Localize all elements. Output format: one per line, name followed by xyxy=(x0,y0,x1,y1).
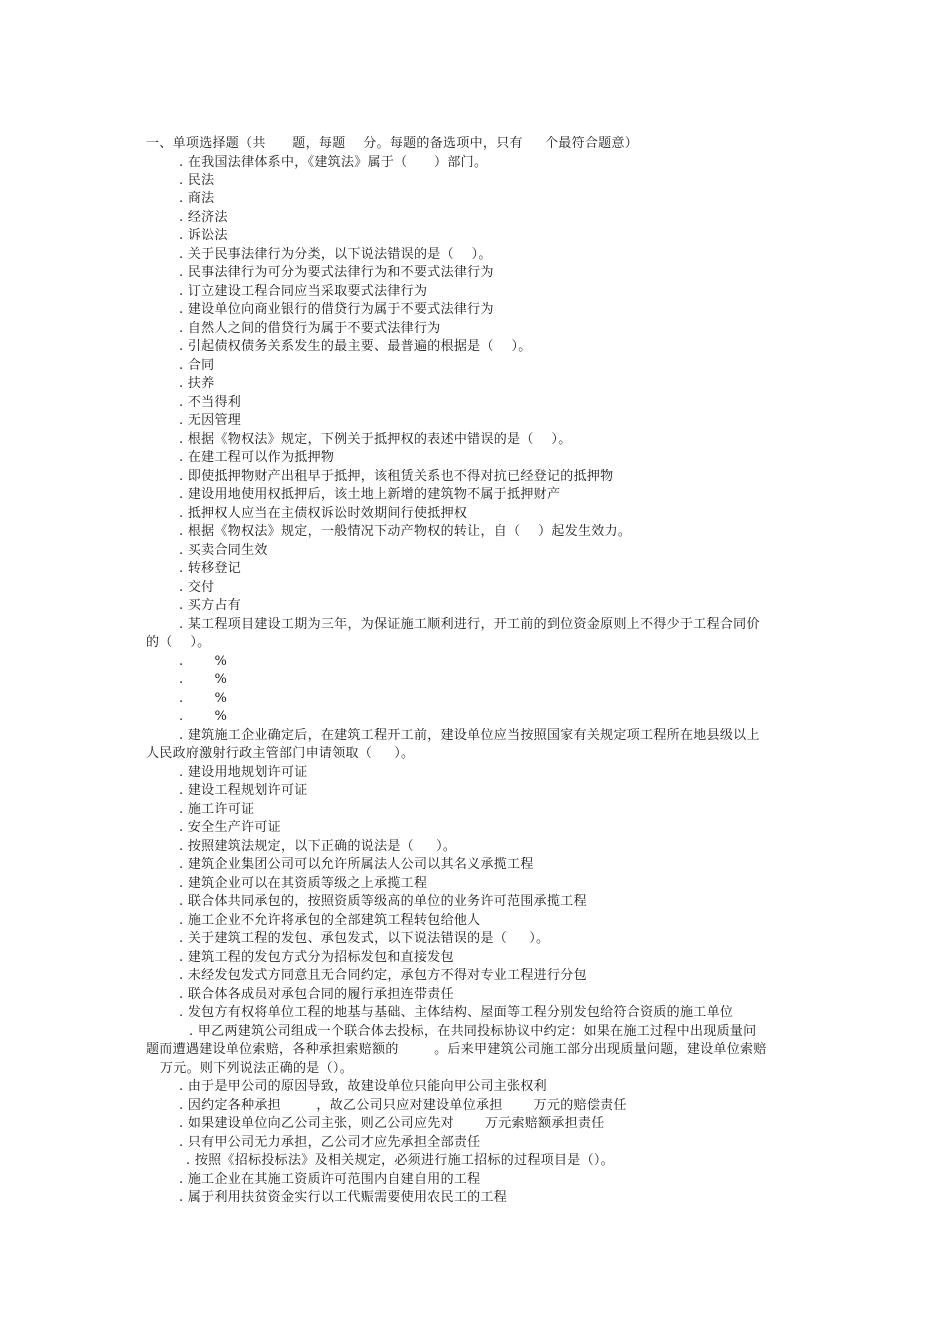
option-line: . 交付 xyxy=(179,580,215,595)
question-3: . 引起债权债务关系发生的最主要、最普遍的根据是（ ）。 xyxy=(179,339,532,354)
option-line: . 由于是甲公司的原因导致，故建设单位只能向甲公司主张权利 xyxy=(179,1079,547,1094)
option-line: . 商法 xyxy=(179,191,215,206)
section-heading: 一、单项选择题（共 题，每题 分。每题的备选项中，只有 个最符合题意） xyxy=(146,136,639,151)
question-5: . 根据《物权法》规定，一般情况下动产物权的转让，自（ ）起发生效力。 xyxy=(179,524,632,539)
option-line: . 诉讼法 xyxy=(179,228,228,243)
option-line: . % xyxy=(179,709,228,724)
option-line: . 发包方有权将单位工程的地基与基础、主体结构、屋面等工程分别发包给符合资质的施工单位 xyxy=(179,1005,734,1020)
option-line: . 联合体各成员对承包合同的履行承担连带责任 xyxy=(179,987,454,1002)
option-line: . % xyxy=(179,691,228,706)
option-line: . 建筑企业集团公司可以允许所属法人公司以其名义承揽工程 xyxy=(179,857,534,872)
question-1: . 在我国法律体系中，《建筑法》属于（ ）部门。 xyxy=(179,155,488,170)
option-line: . 施工许可证 xyxy=(179,802,255,817)
option-line: . % xyxy=(179,654,228,669)
option-line: . 施工企业不允许将承包的全部建筑工程转包给他人 xyxy=(179,913,481,928)
option-line: . 安全生产许可证 xyxy=(179,820,281,835)
option-line: . 施工企业在其施工资质许可范围内自建自用的工程 xyxy=(179,1172,481,1187)
option-line: . 抵押权人应当在主债权诉讼时效期间行使抵押权 xyxy=(179,506,468,521)
question-6-continued: 的（ ）。 xyxy=(146,635,211,650)
option-line: . 扶养 xyxy=(179,376,215,391)
question-6: . 某工程项目建设工期为三年，为保证施工顺利进行，开工前的到位资金原则上不得少于工程合同价 xyxy=(179,617,760,632)
option-line: . 属于利用扶贫资金实行以工代赈需要使用农民工的工程 xyxy=(179,1190,508,1205)
question-8: . 按照建筑法规定，以下正确的说法是（ ）。 xyxy=(179,839,457,854)
option-line: . 经济法 xyxy=(179,210,228,225)
question-10: . 甲乙两建筑公司组成一个联合体去投标，在共同投标协议中约定：如果在施工过程中出现质量问 xyxy=(189,1024,757,1039)
option-line: . % xyxy=(179,672,228,687)
option-line: . 民法 xyxy=(179,173,215,188)
option-line: . 即使抵押物财产出租早于抵押，该租赁关系也不得对抗已经登记的抵押物 xyxy=(179,469,614,484)
option-line: . 自然人之间的借贷行为属于不要式法律行为 xyxy=(179,321,441,336)
option-line: . 未经发包发式方同意且无合同约定，承包方不得对专业工程进行分包 xyxy=(179,968,587,983)
question-2: . 关于民事法律行为分类，以下说法错误的是（ ）。 xyxy=(179,247,492,262)
option-line: . 只有甲公司无力承担，乙公司才应先承担全部责任 xyxy=(179,1135,481,1150)
question-4: . 根据《物权法》规定，下例关于抵押权的表述中错误的是（ ）。 xyxy=(179,432,572,447)
option-line: . 建筑工程的发包方式分为招标发包和直接发包 xyxy=(179,950,454,965)
option-line: . 建设单位向商业银行的借贷行为属于不要式法律行为 xyxy=(179,302,494,317)
question-9: . 关于建筑工程的发包、承包发式，以下说法错误的是（ ）。 xyxy=(179,931,550,946)
option-line: . 建设用地规划许可证 xyxy=(179,765,308,780)
option-line: . 民事法律行为可分为要式法律行为和不要式法律行为 xyxy=(179,265,494,280)
option-line: . 订立建设工程合同应当采取要式法律行为 xyxy=(179,284,428,299)
option-line: . 联合体共同承包的，按照资质等级高的单位的业务许可范围承揽工程 xyxy=(179,894,587,909)
option-line: . 因约定各种承担 ，故乙公司只应对建设单位承担 万元的赔偿责任 xyxy=(179,1098,627,1113)
question-10-continued: 题而遭遇建设单位索赔，各种承担索赔额的 。后来甲建筑公司施工部分出现质量问题，建设单位索赔 xyxy=(146,1042,767,1057)
option-line: . 建筑企业可以在其资质等级之上承揽工程 xyxy=(179,876,428,891)
option-line: . 无因管理 xyxy=(179,413,242,428)
option-line: . 如果建设单位向乙公司主张，则乙公司应先对 万元索赔额承担责任 xyxy=(179,1116,605,1131)
option-line: . 在建工程可以作为抵押物 xyxy=(179,450,335,465)
option-line: . 建设工程规划许可证 xyxy=(179,783,308,798)
option-line: . 转移登记 xyxy=(179,561,242,576)
option-line: . 不当得利 xyxy=(179,395,242,410)
question-7: . 建筑施工企业确定后，在建筑工程开工前，建设单位应当按照国家有关规定项工程所在地县级以上 xyxy=(179,728,760,743)
option-line: . 买卖合同生效 xyxy=(179,543,268,558)
question-11: . 按照《招标投标法》及相关规定，必须进行施工招标的过程项目是（）。 xyxy=(186,1153,614,1168)
option-line: . 建设用地使用权抵押后，该土地上新增的建筑物不属于抵押财产 xyxy=(179,487,561,502)
option-line: . 合同 xyxy=(179,358,215,373)
question-10-continued: 万元。则下列说法正确的是（）。 xyxy=(160,1061,354,1076)
option-line: . 买方占有 xyxy=(179,598,242,613)
question-7-continued: 人民政府激射行政主管部门申请领取（ ）。 xyxy=(146,746,415,761)
